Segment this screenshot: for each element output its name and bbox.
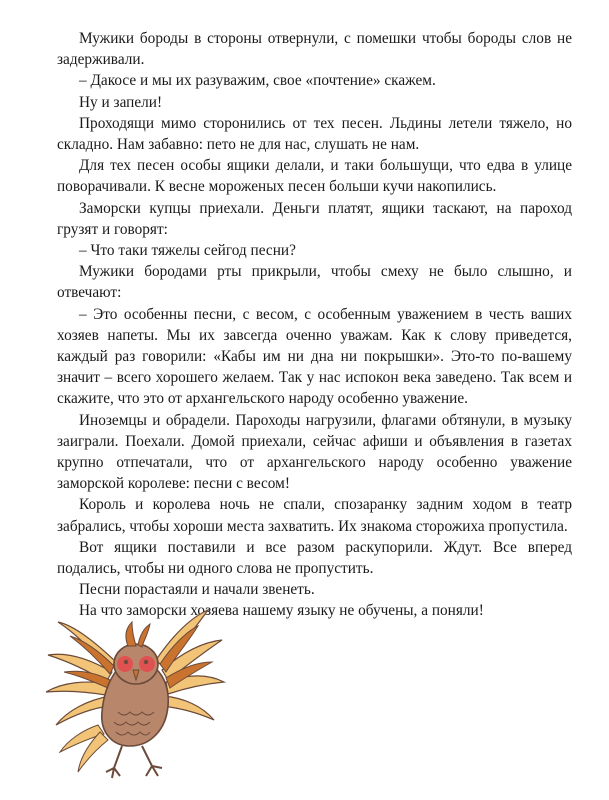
paragraph: Король и королева ночь не спали, спозаранку задним ходом в театр забрались, чтобы хороши места захватить. Их знакома сторожиха пропустила.: [57, 496, 572, 535]
paragraph: Заморски купцы приехали. Деньги платят, ящики таскают, на пароход грузят и говорят:: [57, 199, 572, 238]
paragraph: Мужики бороды в стороны отвернули, с помешки чтобы бороды слов не задерживали.: [57, 30, 572, 69]
paragraph: – Дакосе и мы их разуважим, свое «почтение» скажем.: [79, 72, 436, 90]
bird-icon: [38, 600, 228, 790]
paragraph: Мужики бородами рты прикрыли, чтобы смеху не было слышно, и отвечают:: [57, 263, 572, 302]
paragraph: На что заморски хозяева нашему языку не обучены, а поняли!: [79, 602, 484, 620]
paragraph: Вот ящики поставили и все разом раскупорили. Ждут. Все вперед подались, чтобы ни одного слова не пропустить.: [57, 538, 572, 578]
story-text: [57, 28, 572, 622]
paragraph: Проходящи мимо сторонились от тех песен. Льдины летели тяжело, но складно. Нам забавно: пето не для нас, слушать не нам.: [57, 114, 572, 154]
paragraph: Для тех песен особы ящики делали, и таки большущи, что едва в улице поворачивали. К весне мороженых песен больши кучи накопились.: [57, 157, 572, 196]
paragraph: Песни порастаяли и начали звенеть.: [79, 581, 315, 599]
paragraph: – Это особенны песни, с весом, с особенным уважением в честь ваших хозяев напеты. Мы их завсегда оченно уважам. Как к слову приведется, каждый раз говорили: «Кабы им ни дна ни покрышки». Это-то по-вашему значит – всего хорошего желаем. Так у нас испокон века заведено. Так всем и скажите, что это от архангельского народу особенно уважение.: [57, 305, 572, 408]
paragraph: Иноземцы и обрадели. Пароходы нагрузили, флагами обтянули, в музыку заиграли. Поехали. Домой приехали, сейчас афиши и объявления в газетах крупно отпечатали, что от архангельского народу особенно уважение заморской королеве: песни с весом!: [57, 411, 572, 493]
paragraph: Ну и запели!: [79, 93, 163, 111]
paragraph: – Что таки тяжелы сейгод песни?: [79, 242, 296, 260]
